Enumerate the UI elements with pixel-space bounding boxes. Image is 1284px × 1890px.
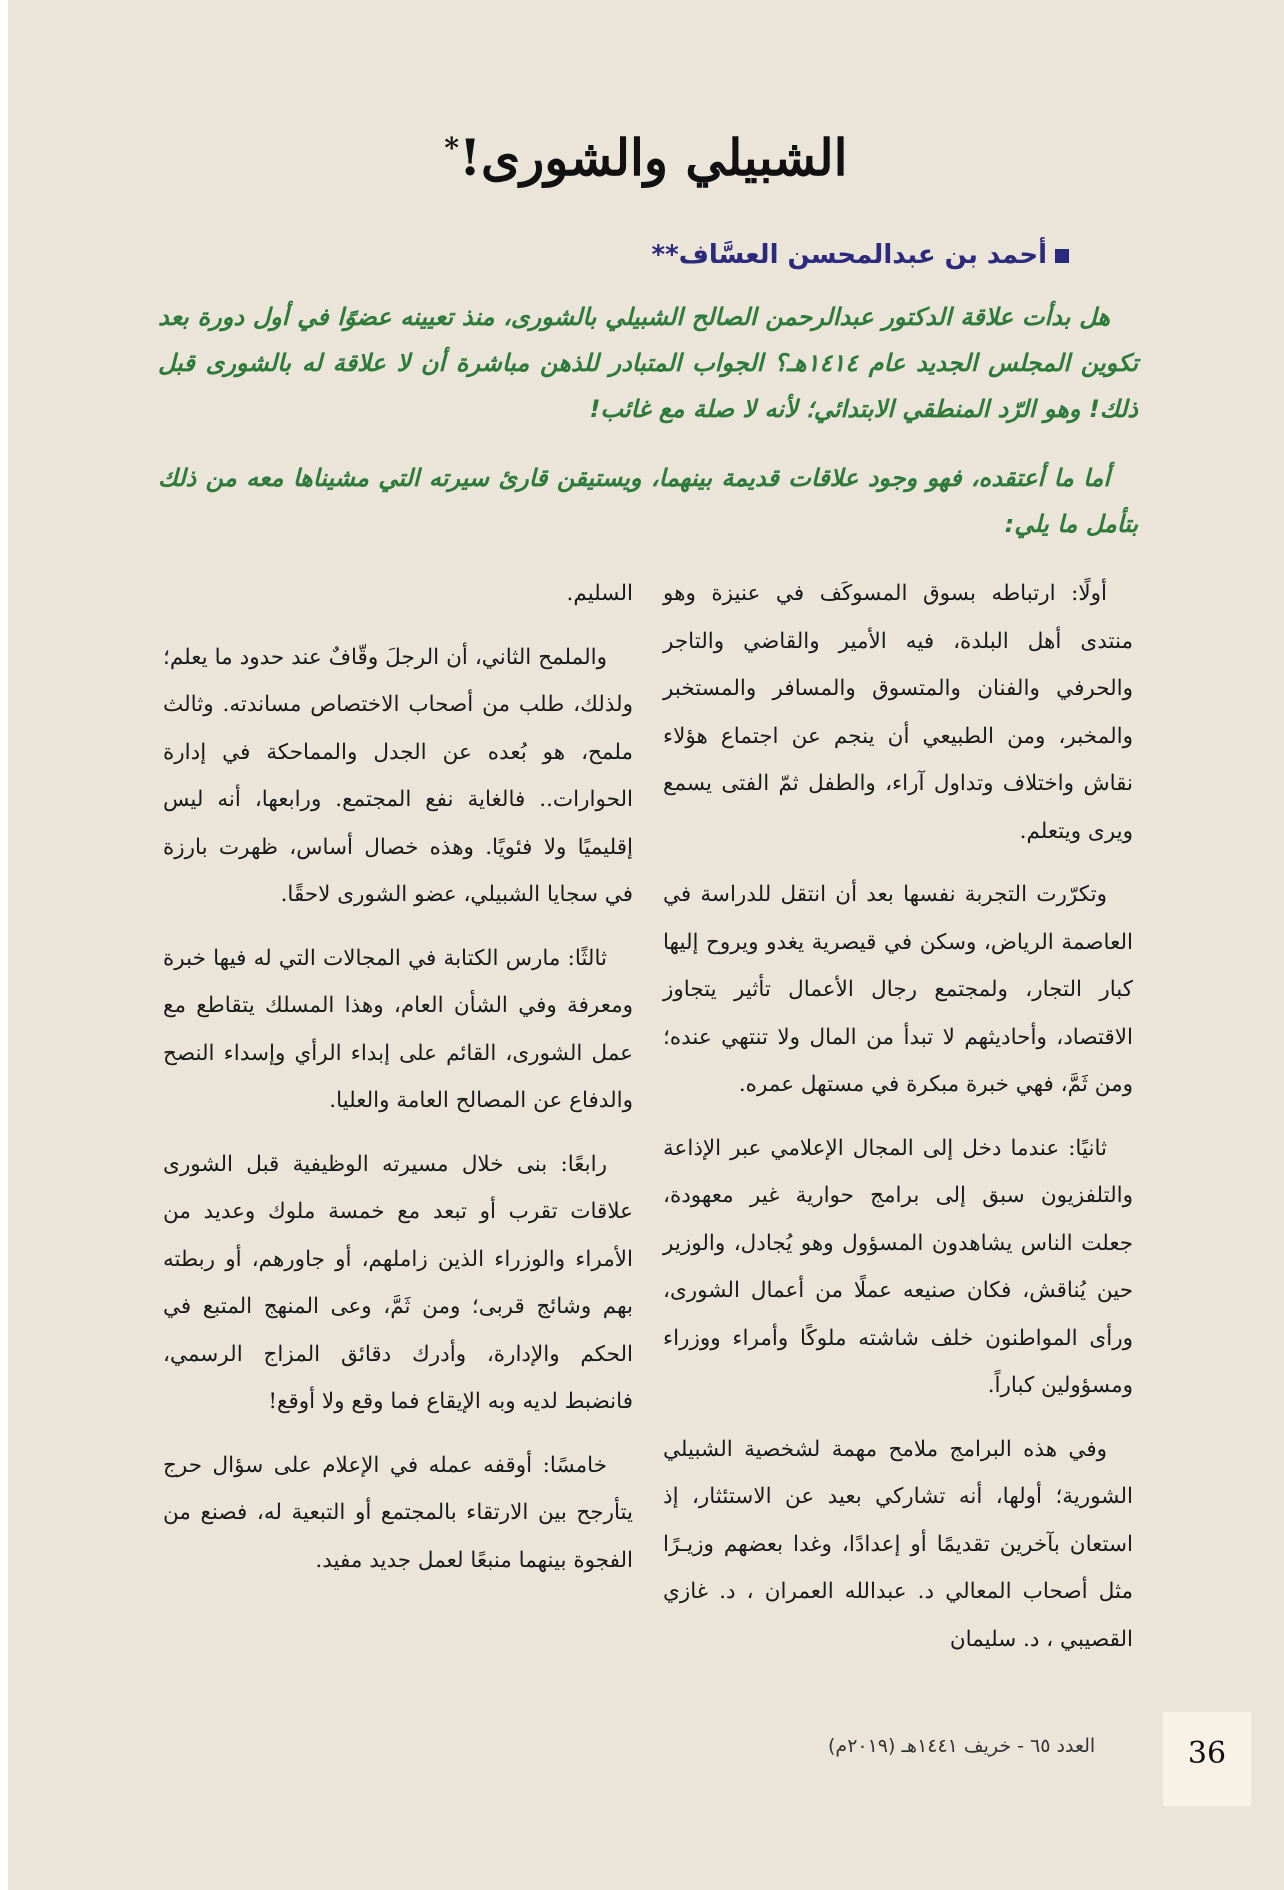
issue-info: العدد ٦٥ - خريف ١٤٤١هـ (٢٠١٩م) [828,1735,1096,1757]
page [8,0,1284,1890]
body-paragraph: خامسًا: أوقفه عمله في الإعلام على سؤال حرج يتأرجح بين الارتقاء بالمجتمع أو التبعية له، فصنع من الفجوة بينهما منبعًا لعمل جديد مفيد. [163,1452,633,1573]
author-line [652,240,1069,270]
body-paragraph: وفي هذه البرامج ملامح مهمة لشخصية الشبيلي الشورية؛ أولها، أنه تشاركي بعيد عن الاستئثار، إذ استعان بآخرين تقديمًا أو إعدادًا، وغدا بعضهم وزيـرًا مثل أصحاب المعالي د. عبدالله العمران ، د. غازي القصيبي ، د. سليمان [663,1436,1133,1652]
intro-paragraph-2 [158,455,1138,547]
body-paragraph: والملمح الثاني، أن الرجلَ وقّافٌ عند حدود ما يعلم؛ ولذلك، طلب من أصحاب الاختصاص مساندته. وثالث ملمح، هو بُعده عن الجدل والمماحكة في إدارة الحوارات.. فالغاية نفع المجتمع. ورابعها، أنه ليس إقليميًا ولا فئويًا. وهذه خصال أساس، ظهرت بارزة في سجايا الشبيلي، عضو الشورى لاحقًا. [163,644,633,907]
body-paragraph: أولًا: ارتباطه بسوق المسوكَف في عنيزة وهو منتدى أهل البلدة، فيه الأمير والقاضي والتاجر والحرفي والفنان والمتسوق والمسافر والمستخبر والمخبر، ومن الطبيعي أن ينجم عن اجتماع هؤلاء نقاش واختلاف وتداول آراء، والطفل ثمّ الفتى يسمع ويرى ويتعلم. [663,581,1133,844]
left-column [163,570,633,1600]
square-bullet-icon [1055,249,1069,263]
page-number: 36 [1187,1736,1227,1771]
article-title [8,128,1284,187]
page-number-box [1163,1712,1251,1806]
body-paragraph: ثالثًا: مارس الكتابة في المجالات التي له فيها خبرة ومعرفة وفي الشأن العام، وهذا المسلك يتقاطع مع عمل الشورى، القائم على إبداء الرأي وإسداء النصح والدفاع عن المصالح العامة والعليا. [163,945,633,1113]
right-column [663,570,1133,1679]
intro-text: أما ما أعتقده، فهو وجود علاقات قديمة بينهما، ويستيقن قارئ سيرته التي مشيناها معه من ذلك بتأمل ما يلي: [158,464,1138,538]
body-paragraph: رابعًا: بنى خلال مسيرته الوظيفية قبل الشورى علاقات تقرب أو تبعد مع خمسة ملوك وعديد من الأمراء والوزراء الذين زاملهم، أو جاورهم، أو ربطته بهم وشائج قربى؛ ومن ثَمَّ، وعى المنهج المتبع في الحكم والإدارة، وأدرك دقائق المزاج الرسمي، فانضبط لديه وبه الإيقاع فما وقع ولا أوقع! [163,1151,633,1414]
title-text: الشبيلي والشورى! [459,128,848,187]
intro-text: هل بدأت علاقة الدكتور عبدالرحمن الصالح الشبيلي بالشورى، منذ تعيينه عضوًا في أول دورة بعد تكوين المجلس الجديد عام ١٤١٤هـ؟ الجواب المتبادر للذهن مباشرة أن لا علاقة له بالشورى قبل ذلك! وهو الرّد المنطقي الابتدائي؛ لأنه لا صلة مع غائب! [158,303,1138,423]
body-paragraph: السليم. [566,581,633,606]
author-name: أحمد بن عبدالمحسن العسَّاف** [651,240,1047,270]
body-paragraph: ثانيًا: عندما دخل إلى المجال الإعلامي عبر الإذاعة والتلفزيون سبق إلى برامج حوارية غير معهودة، جعلت الناس يشاهدون المسؤول وهو يُجادل، والوزير حين يُناقش، فكان صنيعه عملًا من أعمال الشورى، ورأى المواطنون خلف شاشته ملوكًا وأمراء ووزراء ومسؤولين كباراً. [663,1135,1133,1398]
intro-paragraph-1 [158,294,1138,432]
title-footnote-mark: * [444,131,460,165]
body-paragraph: وتكرّرت التجربة نفسها بعد أن انتقل للدراسة في العاصمة الرياض، وسكن في قيصرية يغدو ويروح إليها كبار التجار، ولمجتمع رجال الأعمال تأثير يتجاوز الاقتصاد، وأحاديثهم لا تبدأ من المال ولا تنتهي عنده؛ ومن ثَمَّ، فهي خبرة مبكرة في مستهل عمره. [663,882,1133,1097]
